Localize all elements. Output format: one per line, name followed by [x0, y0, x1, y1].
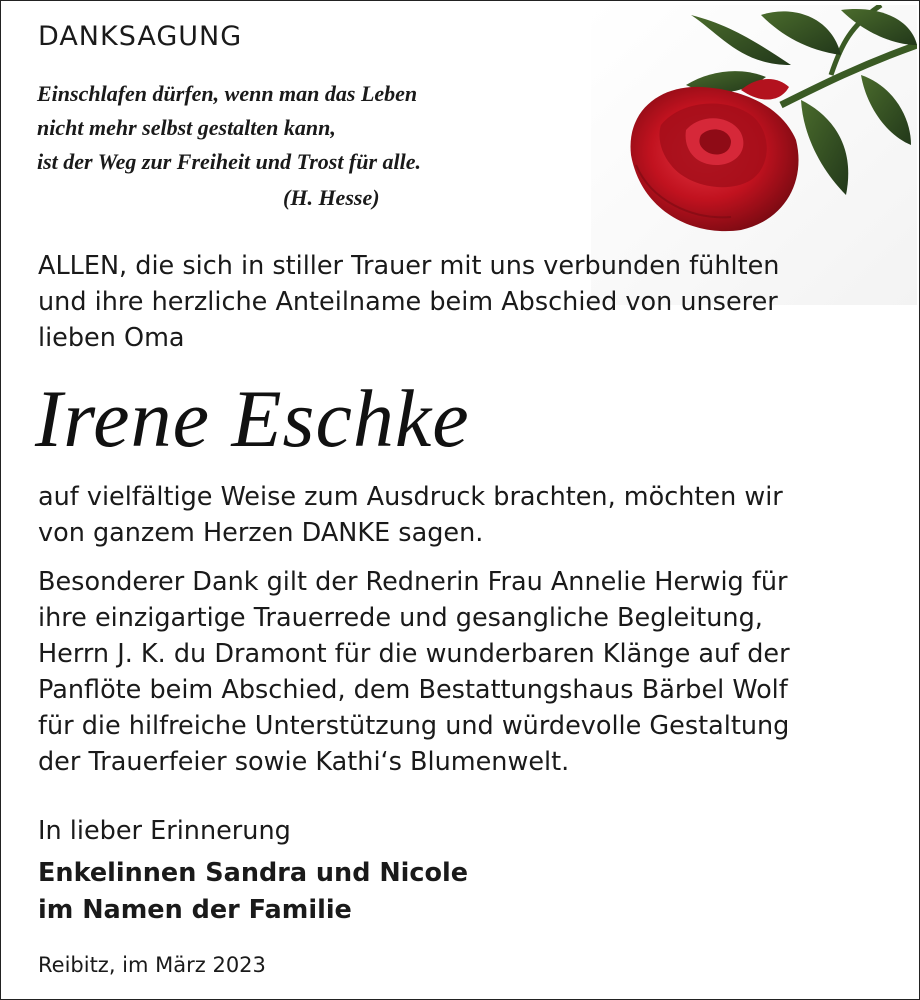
special-thanks-line: für die hilfreiche Unterstützung und würdevolle Gestaltung — [38, 711, 790, 741]
signer-line: im Namen der Familie — [38, 895, 352, 925]
thanks-paragraph — [38, 479, 783, 551]
quote-author: (H. Hesse) — [283, 185, 380, 210]
place-date: Reibitz, im März 2023 — [38, 953, 266, 977]
quote-line: Einschlafen dürfen, wenn man das Leben — [37, 81, 418, 106]
intro-line: und ihre herzliche Anteilname beim Abschied von unserer — [38, 287, 778, 317]
special-thanks-line: der Trauerfeier sowie Kathi‘s Blumenwelt. — [38, 747, 570, 777]
notice-heading: DANKSAGUNG — [38, 21, 243, 52]
intro-paragraph — [38, 248, 779, 356]
thanks-line: auf vielfältige Weise zum Ausdruck brachten, möchten wir — [38, 482, 783, 512]
thanks-line: von ganzem Herzen DANKE sagen. — [38, 518, 484, 548]
intro-line: ALLEN, die sich in stiller Trauer mit uns verbunden fühlten — [38, 251, 780, 281]
intro-line: lieben Oma — [38, 323, 185, 353]
special-thanks-line: ihre einzigartige Trauerrede und gesangliche Begleitung, — [38, 603, 763, 633]
special-thanks-line: Herrn J. K. du Dramont für die wunderbaren Klänge auf der — [38, 639, 790, 669]
special-thanks-line: Besonderer Dank gilt der Rednerin Frau Annelie Herwig für — [38, 567, 788, 597]
special-thanks-line: Panflöte beim Abschied, dem Bestattungshaus Bärbel Wolf — [38, 675, 788, 705]
signer-line: Enkelinnen Sandra und Nicole — [38, 858, 469, 888]
quote-line: nicht mehr selbst gestalten kann, — [37, 115, 336, 140]
signers — [38, 855, 468, 929]
hesse-quote — [37, 77, 421, 179]
deceased-name: Irene Eschke — [35, 373, 470, 464]
quote-line: ist der Weg zur Freiheit und Trost für alle. — [37, 149, 422, 174]
special-thanks-paragraph — [38, 564, 790, 780]
closing-phrase: In lieber Erinnerung — [38, 816, 291, 846]
